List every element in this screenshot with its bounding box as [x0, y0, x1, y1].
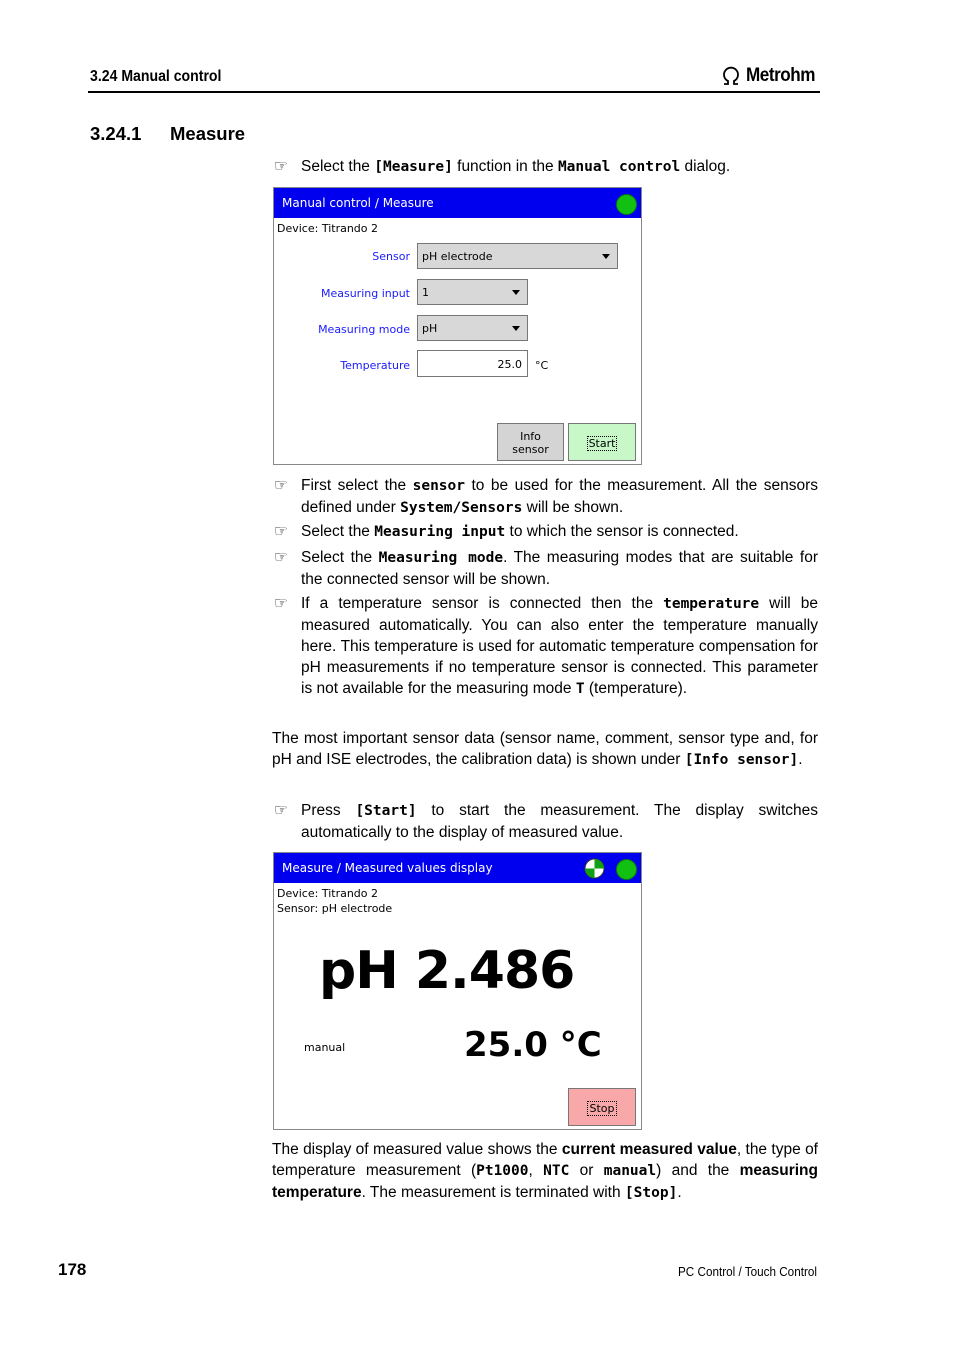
measured-values-dialog [273, 852, 642, 1130]
info-sensor-button[interactable] [497, 423, 564, 461]
info-sensor-label-1: Info [520, 430, 541, 443]
dialog-title: Measure / Measured values display [282, 861, 493, 875]
pointing-hand-icon: ☞ [274, 158, 288, 175]
bullet-measuring-mode: ☞ Select the Measuring mode. The measuring modes that are suitable for the connected sensor will be shown. [274, 549, 818, 588]
section-heading [90, 123, 245, 145]
header-rule [88, 91, 820, 93]
status-led-icon [616, 859, 637, 880]
temperature-label: Temperature [340, 359, 410, 372]
bullet-sensor: ☞ First select the sensor to be used for the measurement. All the sensors defined under System/Sensors will be shown. [274, 477, 818, 516]
start-button[interactable] [568, 423, 636, 461]
pointing-hand-icon: ☞ [274, 802, 288, 819]
bullet-start: ☞ Press [Start] to start the measurement. The display switches automatically to the display of measured value. [274, 802, 818, 841]
info-sensor-paragraph: The most important sensor data (sensor name, comment, sensor type and, for pH and ISE electrodes, the calibration data) is shown under [Info sensor]. [272, 730, 818, 768]
bullet-temperature: ☞ If a temperature sensor is connected then the temperature will be measured automatically. You can also enter the temperature manually here. This temperature is used for automatic temperature compensation for pH measurements if no temperature sensor is connected. This parameter is not available for the measuring mode T (temperature). [274, 595, 818, 697]
stop-button-label: Stop [589, 1102, 615, 1115]
brand-logo [720, 64, 823, 88]
omega-logo-icon [720, 66, 742, 86]
bullet-measuring-input: ☞ Select the Measuring input to which the sensor is connected. [274, 523, 739, 540]
measuring-mode-value: pH [422, 322, 438, 335]
measuring-input-select[interactable] [417, 279, 528, 305]
measuring-mode-label: Measuring mode [318, 323, 410, 336]
start-button-label: Start [588, 437, 616, 450]
chevron-down-icon [512, 290, 520, 295]
dialog-title-bar [274, 853, 641, 883]
sensor-info-label: Sensor: pH electrode [277, 902, 393, 915]
measured-value-paragraph: The display of measured value shows the current measured value, the type of temperature measurement (Pt1000, NTC or manual) and the measuring temperature. The measurement is terminated with [Stop]. [272, 1141, 818, 1201]
temperature-type-label: manual [304, 1041, 346, 1054]
measuring-input-value: 1 [422, 286, 429, 299]
device-label: Device: Titrando 2 [277, 222, 379, 235]
info-sensor-label-2: sensor [512, 443, 549, 456]
tab-indicator-icon [584, 858, 605, 879]
sensor-select[interactable] [417, 243, 618, 269]
brand-logo-text: Metrohm [746, 65, 816, 86]
chevron-down-icon [602, 254, 610, 259]
measured-value-display: pH 2.486 [319, 941, 575, 1001]
pointing-hand-icon: ☞ [274, 595, 288, 612]
temperature-value: 25.0 [497, 358, 522, 371]
pointing-hand-icon: ☞ [274, 523, 288, 540]
footer-product: PC Control / Touch Control [678, 1264, 817, 1279]
measuring-mode-select[interactable] [417, 315, 528, 341]
status-led-icon [616, 194, 637, 215]
measuring-input-label: Measuring input [320, 287, 410, 300]
dialog-title-bar [274, 188, 641, 218]
device-label: Device: Titrando 2 [277, 887, 379, 900]
stop-button[interactable] [568, 1088, 636, 1126]
manual-control-measure-dialog [273, 187, 642, 465]
sensor-select-value: pH electrode [422, 250, 493, 263]
chevron-down-icon [512, 326, 520, 331]
section-title: Measure [170, 123, 246, 144]
pointing-hand-icon: ☞ [274, 477, 288, 494]
header-section-title: 3.24 Manual control [90, 68, 222, 85]
page-number: 178 [58, 1260, 87, 1279]
temperature-unit: °C [535, 359, 549, 372]
dialog-title: Manual control / Measure [282, 196, 434, 210]
pointing-hand-icon: ☞ [274, 549, 288, 566]
measured-temperature-display: 25.0 °C [464, 1025, 602, 1065]
step-select-measure: ☞ Select the [Measure] function in the Manual control dialog. [274, 158, 731, 175]
section-number: 3.24.1 [90, 123, 142, 144]
sensor-label: Sensor [372, 250, 410, 263]
temperature-input[interactable] [417, 350, 528, 377]
